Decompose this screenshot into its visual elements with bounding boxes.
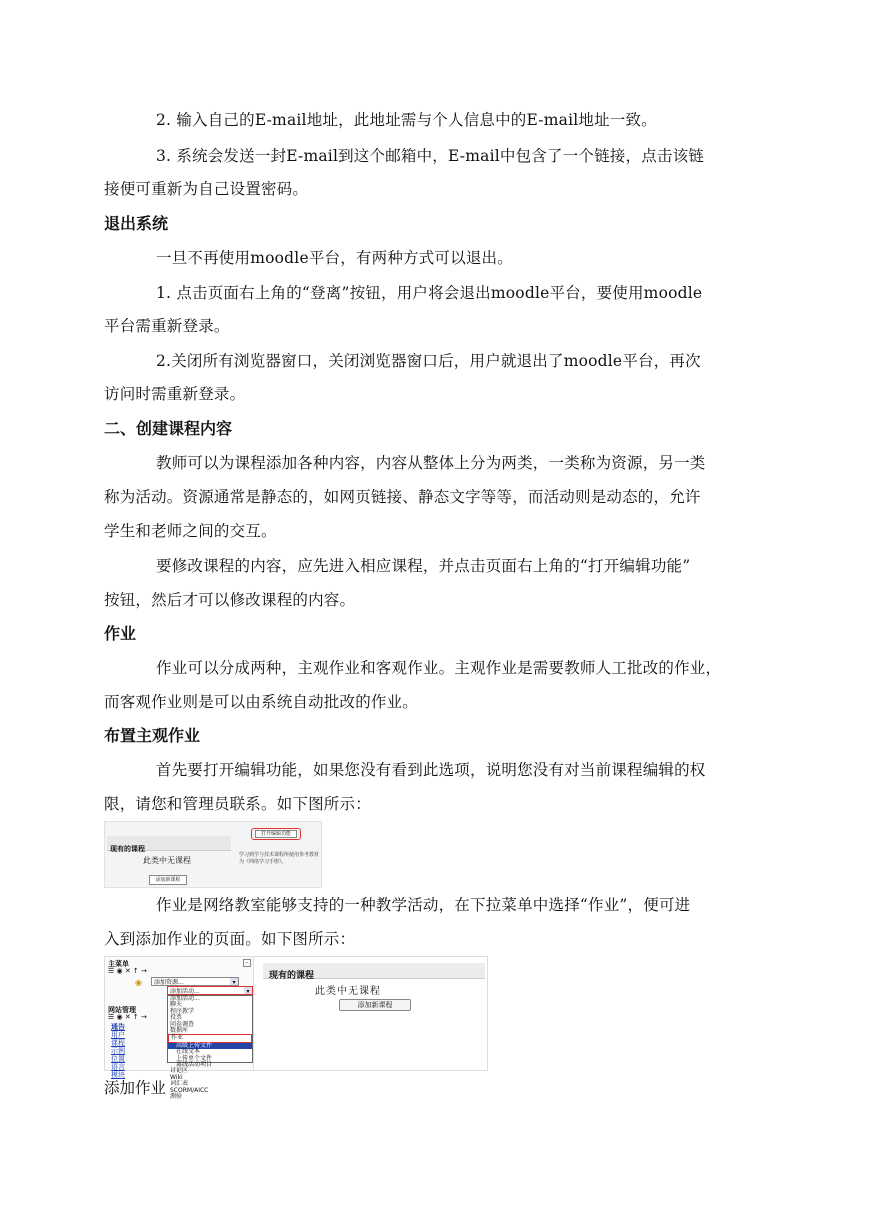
- paragraph-logout2-line1: 2.关闭所有浏览器窗口，关闭浏览器窗口后，用户就退出了moodle平台，再次: [156, 352, 701, 370]
- heading-homework: 作业: [104, 624, 137, 643]
- paragraph-activity-line2: 入到添加作业的页面。如下图所示：: [104, 930, 356, 948]
- course-panel-header: [107, 836, 231, 851]
- paragraph-step3-line1: 3. 系统会发送一封E-mail到这个邮箱中，E-mail中包含了一个链接，点击该链: [156, 147, 705, 165]
- heading-subjective-homework: 布置主观作业: [104, 726, 201, 745]
- add-activity-select[interactable]: [167, 986, 253, 995]
- paragraph-content-line1: 教师可以为课程添加各种内容，内容从整体上分为两类，一类称为资源，另一类: [156, 454, 706, 472]
- site-admin-link[interactable]: 通告: [111, 1023, 125, 1031]
- dropdown-option[interactable]: 程序教学: [170, 1007, 195, 1015]
- no-course-text: 此类中无课程: [143, 856, 191, 865]
- site-admin-title: 网站管理: [108, 1006, 136, 1014]
- chevron-down-icon: ▾: [244, 987, 252, 994]
- site-admin-link[interactable]: 课程: [111, 1039, 125, 1047]
- chevron-down-icon: ▾: [230, 978, 238, 985]
- site-admin-link[interactable]: 示例: [111, 1047, 125, 1055]
- no-course-text: 此类中无课程: [315, 986, 381, 997]
- block-tools-icons[interactable]: ☰ ◉ ✕ ↑ →: [108, 1013, 147, 1021]
- eye-icon[interactable]: ◉: [135, 978, 142, 987]
- paragraph-logout-intro: 一旦不再使用moodle平台，有两种方式可以退出。: [156, 249, 513, 267]
- paragraph-logout1-line1: 1. 点击页面右上角的“登离”按钮，用户将会退出moodle平台，要使用moodle: [156, 284, 703, 302]
- dropdown-option[interactable]: 词汇表: [170, 1080, 189, 1088]
- add-course-button[interactable]: 添加新课程: [149, 875, 187, 885]
- dropdown-option[interactable]: 测验: [170, 1093, 183, 1101]
- paragraph-logout1-line2: 平台需重新登录。: [104, 317, 230, 335]
- paragraph-subjective-line2: 限，请您和管理员联系。如下图所示：: [104, 795, 371, 813]
- screenshot-edit-button: [104, 821, 322, 888]
- main-menu-title: 主菜单: [108, 960, 129, 968]
- turn-editing-on-button[interactable]: 打开编辑功能: [255, 830, 297, 838]
- add-course-button[interactable]: 添加新课程: [339, 999, 411, 1011]
- course-panel: [105, 822, 233, 887]
- dropdown-option[interactable]: 上传单个文件: [176, 1054, 213, 1062]
- block-tools-icons[interactable]: ☰ ◉ ✕ ↑ →: [108, 967, 147, 975]
- paragraph-content-line3: 学生和老师之间的交互。: [104, 522, 277, 540]
- dropdown-option[interactable]: Wiki: [170, 1073, 183, 1081]
- course-panel: [257, 957, 487, 1070]
- paragraph-step2: 2. 输入自己的E-mail地址，此地址需与个人信息中的E-mail地址一致。: [156, 111, 657, 129]
- dropdown-option[interactable]: 投票: [170, 1014, 183, 1022]
- course-panel-header: [263, 963, 485, 979]
- paragraph-edit-line2: 按钮，然后才可以修改课程的内容。: [104, 591, 356, 609]
- add-resource-select[interactable]: [151, 977, 239, 986]
- collapse-icon[interactable]: –: [243, 959, 251, 967]
- paragraph-content-line2: 称为活动。资源通常是静态的，如网页链接、静态文字等等，而活动则是动态的，允许: [104, 488, 701, 506]
- edit-panel: [235, 822, 321, 887]
- paragraph-step3-line2: 接便可重新为自己设置密码。: [104, 180, 309, 198]
- course-panel-title: 现有的课程: [269, 971, 315, 981]
- paragraph-subjective-line1: 首先要打开编辑功能，如果您没有看到此选项，说明您没有对当前课程编辑的权: [156, 761, 706, 779]
- site-admin-link[interactable]: 语言: [111, 1063, 125, 1071]
- figure-caption: 添加作业: [104, 1079, 167, 1097]
- heading-logout: 退出系统: [104, 214, 169, 233]
- dropdown-group-homework: 作业: [168, 1034, 252, 1042]
- dropdown-option[interactable]: 数据库: [170, 1027, 189, 1035]
- site-admin-link[interactable]: 位置: [111, 1055, 125, 1063]
- dropdown-option[interactable]: 添加活动...: [170, 995, 200, 1002]
- add-activity-select-value: 添加活动...: [170, 988, 200, 995]
- dropdown-option[interactable]: SCORM/AICC: [170, 1086, 209, 1094]
- paragraph-logout2-line2: 访问时需重新登录。: [104, 385, 246, 403]
- dropdown-option[interactable]: 在线文本: [176, 1048, 201, 1056]
- paragraph-homework-line2: 而客观作业则是可以由系统自动批改的作业。: [104, 693, 419, 711]
- dropdown-option-selected[interactable]: 高级上传文件: [168, 1043, 252, 1049]
- course-panel-title: 现有的课程: [110, 845, 145, 853]
- dropdown-option[interactable]: 讨论区: [170, 1067, 189, 1075]
- course-note: 学习到学与技术课程所使用参考教材为《网络学习手册》。: [239, 852, 320, 865]
- heading-create-course-content: 二、创建课程内容: [104, 419, 233, 438]
- paragraph-activity-line1: 作业是网络教室能够支持的一种教学活动，在下拉菜单中选择“作业”，便可进: [156, 896, 691, 914]
- dropdown-option[interactable]: 问卷调查: [170, 1020, 195, 1028]
- dropdown-option[interactable]: 离线活动项目: [176, 1061, 213, 1069]
- add-resource-select-value: 添加资源...: [154, 979, 184, 986]
- paragraph-edit-line1: 要修改课程的内容，应先进入相应课程，并点击页面右上角的“打开编辑功能”: [156, 557, 691, 575]
- edit-button-highlight: [251, 828, 301, 840]
- dropdown-option[interactable]: 聊天: [170, 1001, 183, 1009]
- site-admin-links: [111, 1023, 125, 1079]
- paragraph-homework-line1: 作业可以分成两种，主观作业和客观作业。主观作业是需要教师人工批改的作业，: [156, 659, 722, 677]
- site-admin-link[interactable]: 模块: [111, 1071, 125, 1079]
- site-admin-link[interactable]: 用户: [111, 1031, 125, 1039]
- activity-dropdown-list: [167, 995, 253, 1101]
